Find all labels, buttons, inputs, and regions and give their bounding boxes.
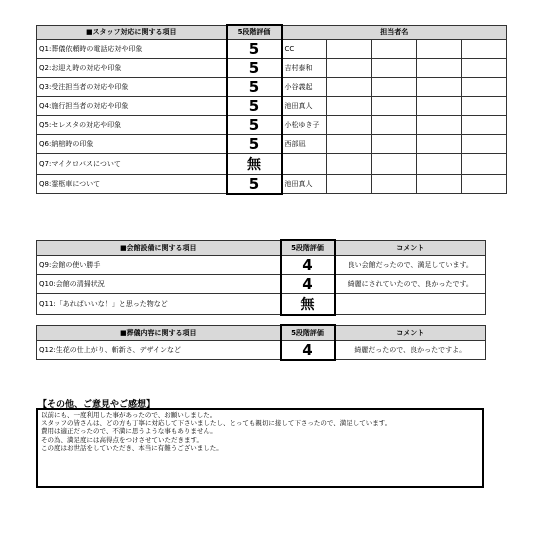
person-name: CC — [282, 39, 327, 58]
score-value: 4 — [281, 255, 335, 274]
person-name: 吉村泰和 — [282, 58, 327, 77]
table-row — [37, 115, 507, 134]
question-label: Q10:会館の清掃状況 — [37, 274, 281, 293]
table-row — [37, 58, 507, 77]
question-label: Q5:セレスタの対応や印象 — [37, 115, 227, 134]
score-value: 5 — [227, 77, 282, 96]
table-row — [37, 96, 507, 115]
person-name: 西部凪 — [282, 134, 327, 153]
staff-header-score: 5段階評価 — [227, 25, 282, 39]
staff-table — [36, 24, 507, 195]
facility-header-comment: コメント — [335, 240, 486, 255]
person-name — [282, 153, 327, 174]
question-label: Q1:葬儀依頼時の電話応対や印象 — [37, 39, 227, 58]
other-comment-box — [36, 408, 484, 488]
question-label: Q2:お迎え時の対応や印象 — [37, 58, 227, 77]
facility-header-item: ■会館設備に関する項目 — [37, 240, 281, 255]
table-row — [37, 77, 507, 96]
comment-text — [335, 293, 486, 315]
facility-table — [36, 239, 486, 316]
score-value: 4 — [281, 340, 335, 360]
question-label: Q7:マイクロバスについて — [37, 153, 227, 174]
facility-header-score: 5段階評価 — [281, 240, 335, 255]
table-row — [37, 174, 507, 194]
score-value: 5 — [227, 134, 282, 153]
funeral-header-comment: コメント — [335, 325, 486, 340]
score-value: 無 — [281, 293, 335, 315]
person-name: 池田真人 — [282, 96, 327, 115]
table-row — [37, 255, 486, 274]
other-section-title: 【その他、ご意見やご感想】 — [38, 400, 156, 410]
score-value: 5 — [227, 174, 282, 194]
question-label: Q11:「あればいいな！」と思った物など — [37, 293, 281, 315]
score-value: 5 — [227, 115, 282, 134]
comment-line: スタッフの皆さんは、どの方も丁寧に対応して下さいましたし、とっても親切に接して下さったので、満足しています。 — [41, 419, 392, 428]
score-value: 無 — [227, 153, 282, 174]
staff-header-item: ■スタッフ対応に関する項目 — [37, 25, 227, 39]
table-row — [37, 153, 507, 174]
score-value: 5 — [227, 39, 282, 58]
question-label: Q9:会館の使い勝手 — [37, 255, 281, 274]
person-name: 小松ゆき子 — [282, 115, 327, 134]
score-value: 5 — [227, 96, 282, 115]
comment-line: 以前にも、一度利用した事があったので、お願いしました。 — [41, 411, 217, 419]
table-row — [37, 293, 486, 315]
question-label: Q6:納棺時の印象 — [37, 134, 227, 153]
comment-line: この度はお世話をしていただき、本当に有難うございました。 — [41, 443, 223, 452]
table-row — [37, 134, 507, 153]
funeral-header-score: 5段階評価 — [281, 325, 335, 340]
funeral-header-item: ■葬儀内容に関する項目 — [37, 325, 281, 340]
table-row — [37, 274, 486, 293]
table-row — [37, 340, 486, 360]
comment-text: 綺麗だったので、良かったですよ。 — [335, 340, 486, 360]
question-label: Q8:霊柩車について — [37, 174, 227, 194]
staff-header-person: 担当者名 — [282, 25, 507, 39]
score-value: 5 — [227, 58, 282, 77]
comment-text: 良い会館だったので、満足しています。 — [335, 255, 486, 274]
person-name: 池田真人 — [282, 174, 327, 194]
table-row — [37, 39, 507, 58]
question-label: Q4:施行担当者の対応や印象 — [37, 96, 227, 115]
comment-line: その為、満足度には高得点をつけさせていただきます。 — [41, 435, 203, 444]
comment-text: 綺麗にされていたので、良かったです。 — [335, 274, 486, 293]
funeral-table — [36, 324, 486, 361]
comment-line: 費用は適正だったので、不満に思うような事もありません。 — [41, 427, 217, 436]
score-value: 4 — [281, 274, 335, 293]
question-label: Q3:受注担当者の対応や印象 — [37, 77, 227, 96]
person-name: 小谷義起 — [282, 77, 327, 96]
question-label: Q12:生花の仕上がり、斬新さ、デザインなど — [37, 340, 281, 360]
